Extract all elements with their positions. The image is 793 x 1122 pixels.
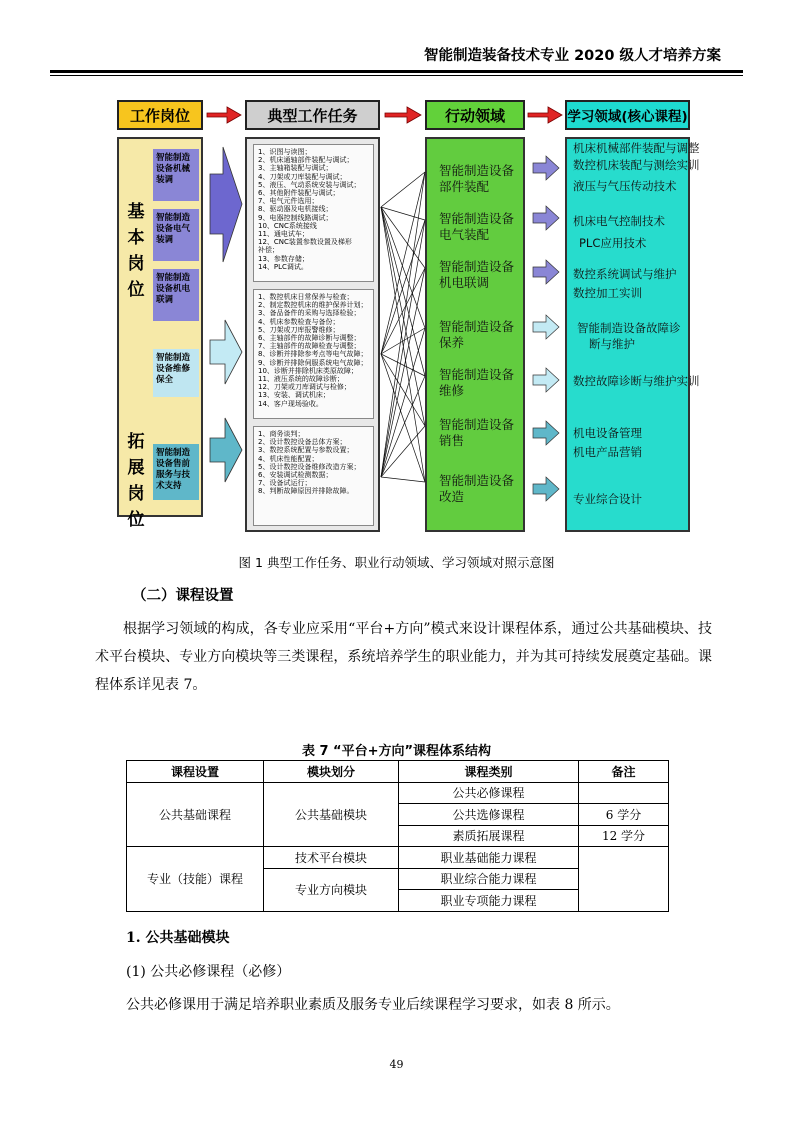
course-structure-table (126, 760, 669, 912)
post-maintenance: 智能制造设备维修保全 (153, 349, 199, 397)
body-sentence: 公共必修课用于满足培养职业素质及服务专业后续课程学习要求，如表 8 所示。 (126, 997, 620, 1013)
header-rule-thick (50, 70, 743, 73)
course-9: 断与维护 (589, 337, 635, 351)
body-paragraph: 根据学习领域的构成，各专业应采用“平台+方向”模式来设计课程体系，通过公共基础模块、技术平台模块、专业方向模块等三类课程，系统培养学生的职业能力，并为其可持续发展奠定基础。课程体系详见表 7。 (95, 621, 712, 693)
area-sales: 智能制造设备销售 (439, 417, 515, 448)
category-cell: 职业综合能力课程 (399, 868, 579, 890)
task-group-service: 1、商务谈判； 2、设计数控设备总体方案； 3、数控系统配置与参数设置； 4、机床性能配置； 5、设计数控设备维修改造方案； 6、安装调试检测数据； 7、设备试运行； 8、判断故障原因并排除故障。 (253, 426, 374, 526)
course-8: 智能制造设备故障诊 (577, 321, 681, 335)
post-mech-assembly: 智能制造设备机械装调 (153, 149, 199, 201)
posts-column (117, 137, 203, 530)
area-mechatronic-tuning: 智能制造设备机电联调 (439, 259, 515, 290)
arrow-maint-to-tasks (210, 320, 242, 384)
post-elec-assembly: 智能制造设备电气装调 (153, 209, 199, 261)
learning-areas-column (565, 137, 700, 532)
course-6: 数控系统调试与维护 (573, 267, 677, 281)
col-header: 课程设置 (127, 761, 264, 783)
header-title: 智能制造装备技术专业 2020 级人才培养方案 (424, 48, 721, 64)
course-2: 数控机床装配与测绘实训 (573, 158, 700, 172)
area-electrical-assembly: 智能制造设备电气装配 (439, 211, 515, 242)
post-presales-support: 智能制造设备售前服务与技术支持 (153, 444, 199, 500)
course-3: 液压与气压传动技术 (573, 179, 677, 193)
header-work-posts: 工作岗位 (117, 100, 203, 130)
arrow-ext-to-tasks (210, 418, 242, 482)
arrow-basic-to-tasks (210, 147, 242, 262)
category-cell: 素质拓展课程 (399, 825, 579, 847)
course-10: 数控故障诊断与维护实训 (573, 374, 700, 388)
course-12: 机电产品营销 (573, 445, 642, 459)
task-group-maintenance: 1、数控机床日常保养与检查； 2、制定数控机床的维护保养计划； 3、备品备件的采购与选择检验； 4、机床参数检查与备份； 5、刀架或刀库报警维修； 6、主轴部件的故障诊断与调整； 7、主轴部件的故障检查与调整； 8、诊断并排除参考点等电气故障； 9、诊断并排除伺服系统电气故障； 10、诊断并排除机床类原故障； 11、液压系统的故障诊断； 12、刀架或刀库调试与检修； 13、安装、调试机床； 14、客户现场验收。 (253, 289, 374, 419)
basic-posts-label: 基本岗位 (127, 202, 145, 300)
task-area-links (381, 172, 425, 482)
col-header: 模块划分 (264, 761, 399, 783)
section-title: （二）课程设置 (132, 588, 234, 604)
page-number: 49 (389, 1058, 404, 1071)
table-header-row (127, 761, 669, 783)
page-header (0, 0, 793, 80)
note-cell: 6 学分 (579, 804, 669, 826)
col-header: 课程类别 (399, 761, 579, 783)
category-cell: 职业基础能力课程 (399, 847, 579, 869)
course-13: 专业综合设计 (573, 492, 642, 506)
tasks-column (245, 137, 380, 532)
table-row (127, 847, 669, 869)
note-cell (579, 782, 669, 804)
area-retrofit: 智能制造设备改造 (439, 473, 515, 504)
header-action-areas: 行动领域 (425, 100, 525, 130)
header-rule-thin (50, 75, 743, 76)
category-cell: 公共必修课程 (399, 782, 579, 804)
task-group-assembly: 1、识图与读图； 2、机床通轴部件装配与调试； 3、主轴箱装配与调试； 4、刀架或刀库装配与调试； 5、液压、气动系统安装与调试； 6、其他附件装配与调试； 7、电气元件选用； 8、驱动器及电机接线； 9、电器控制线路调试； 10、CNC系统接线 11、通电试车； 12、CNC装置参数设置及梯形 补偿； 13、参数存储； 14、PLC调试。 (253, 144, 374, 282)
module-cell: 专业方向模块 (264, 868, 399, 911)
extended-posts-label: 拓展岗位 (127, 432, 145, 530)
category-cell: 公共选修课程 (399, 804, 579, 826)
area-parts-assembly: 智能制造设备部件装配 (439, 163, 515, 194)
module-cell: 公共基础模块 (264, 782, 399, 847)
area-repair: 智能制造设备维修 (439, 367, 515, 398)
area-course-arrows (533, 156, 559, 501)
action-areas-column (425, 137, 525, 532)
course-4: 机床电气控制技术 (573, 214, 665, 228)
course-7: 数控加工实训 (573, 286, 642, 300)
figure-caption: 图 1 典型工作任务、职业行动领域、学习领域对照示意图 (238, 555, 555, 570)
post-mechatronic-tuning: 智能制造设备机电联调 (153, 269, 199, 321)
subsection-heading: 1. 公共基础模块 (126, 930, 230, 946)
header-learning-areas: 学习领域(核心课程) (565, 100, 690, 130)
module-cell: 技术平台模块 (264, 847, 399, 869)
col-header: 备注 (579, 761, 669, 783)
category-cell: 职业专项能力课程 (399, 890, 579, 912)
group-cell: 专业（技能）课程 (127, 847, 264, 912)
course-5: PLC应用技术 (579, 236, 647, 250)
table-row (127, 782, 669, 804)
note-cell (579, 847, 669, 912)
area-upkeep: 智能制造设备保养 (439, 319, 515, 350)
group-cell: 公共基础课程 (127, 782, 264, 847)
header-typical-tasks: 典型工作任务 (245, 100, 380, 130)
subsection-item: (1) 公共必修课程（必修） (126, 964, 291, 980)
table-caption: 表 7 “平台+方向”课程体系结构 (301, 744, 492, 759)
course-1: 机床机械部件装配与调整 (573, 141, 700, 155)
mapping-figure (115, 92, 700, 542)
note-cell: 12 学分 (579, 825, 669, 847)
course-11: 机电设备管理 (573, 426, 642, 440)
